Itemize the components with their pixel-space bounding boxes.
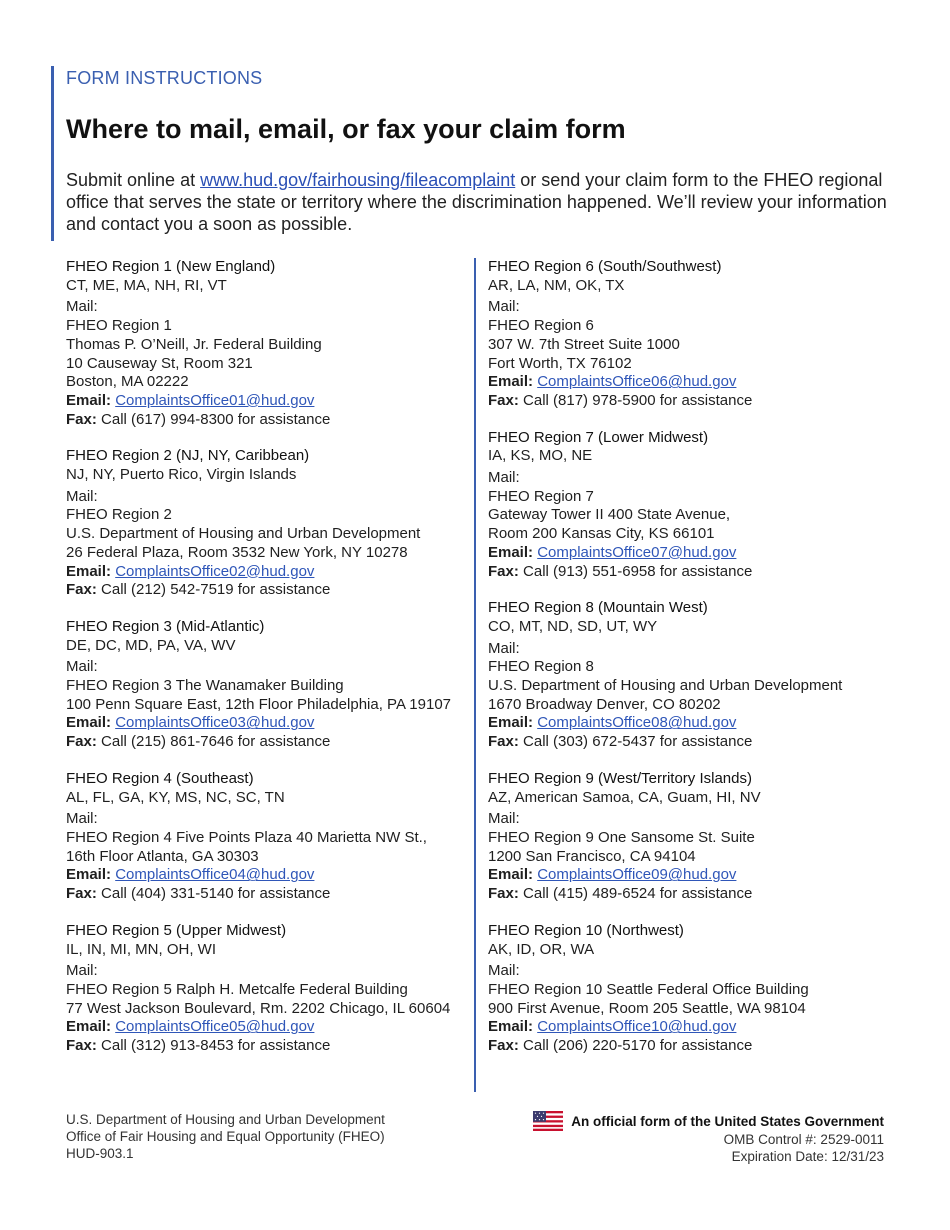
email-label: Email: — [488, 373, 534, 391]
email-row — [66, 563, 466, 582]
region-block — [488, 599, 918, 752]
mail-label: Mail: — [488, 962, 520, 980]
file-complaint-link[interactable]: www.hud.gov/fairhousing/fileacomplaint — [200, 170, 516, 190]
fax-label: Fax: — [488, 733, 519, 751]
email-row — [488, 544, 918, 563]
fax-row — [488, 885, 918, 904]
address-line: Gateway Tower II 400 State Avenue, — [488, 506, 731, 524]
region-fax: Call (817) 978-5900 for assistance — [523, 391, 753, 409]
right-column — [488, 258, 918, 1056]
fax-row — [488, 563, 918, 582]
region-email-link[interactable]: ComplaintsOffice07@hud.gov — [537, 543, 737, 561]
footer-agency-line: U.S. Department of Housing and Urban Development — [66, 1112, 385, 1127]
region-email-link[interactable]: ComplaintsOffice05@hud.gov — [115, 1018, 315, 1036]
region-email-link[interactable]: ComplaintsOffice10@hud.gov — [537, 1018, 737, 1036]
region-states: IA, KS, MO, NE — [488, 447, 593, 465]
region-fax: Call (312) 913-8453 for assistance — [101, 1037, 331, 1055]
footer-agency — [66, 1111, 385, 1162]
region-fax: Call (617) 994-8300 for assistance — [101, 410, 331, 428]
fax-label: Fax: — [488, 562, 519, 580]
footer-office-line: Office of Fair Housing and Equal Opportunity (FHEO) — [66, 1129, 385, 1144]
region-email-link[interactable]: ComplaintsOffice01@hud.gov — [115, 391, 315, 409]
region-states: AZ, American Samoa, CA, Guam, HI, NV — [488, 788, 761, 806]
mail-label: Mail: — [488, 469, 520, 487]
region-block — [66, 618, 466, 752]
intro-text-before: Submit online at — [66, 170, 201, 190]
email-row — [488, 1018, 918, 1037]
mail-label: Mail: — [66, 810, 98, 828]
region-name: FHEO Region 8 (Mountain West) — [488, 599, 708, 617]
region-name: FHEO Region 5 (Upper Midwest) — [66, 921, 287, 939]
mail-label: Mail: — [66, 487, 98, 505]
address-line: 10 Causeway St, Room 321 — [66, 354, 253, 372]
region-block — [66, 770, 466, 904]
fax-row — [66, 1037, 466, 1056]
region-states: NJ, NY, Puerto Rico, Virgin Islands — [66, 466, 297, 484]
region-email-link[interactable]: ComplaintsOffice06@hud.gov — [537, 373, 737, 391]
fax-label: Fax: — [488, 885, 519, 903]
page-title: Where to mail, email, or fax your claim form — [66, 114, 626, 144]
expiration-date: Expiration Date: 12/31/23 — [731, 1149, 884, 1164]
address-line: FHEO Region 7 — [488, 487, 594, 505]
address-line: FHEO Region 9 One Sansome St. Suite — [488, 828, 755, 846]
mail-label: Mail: — [488, 810, 520, 828]
region-name: FHEO Region 9 (West/Territory Islands) — [488, 769, 752, 787]
fax-row — [66, 885, 466, 904]
footer-form-number: HUD-903.1 — [66, 1146, 134, 1161]
email-label: Email: — [66, 1018, 112, 1036]
fax-label: Fax: — [488, 391, 519, 409]
region-email-link[interactable]: ComplaintsOffice09@hud.gov — [537, 866, 737, 884]
region-name: FHEO Region 1 (New England) — [66, 258, 276, 275]
region-block — [488, 770, 918, 904]
region-name: FHEO Region 7 (Lower Midwest) — [488, 428, 709, 446]
address-line: U.S. Department of Housing and Urban Development — [66, 525, 421, 543]
address-line: Thomas P. O’Neill, Jr. Federal Building — [66, 335, 322, 353]
email-label: Email: — [66, 714, 112, 732]
fax-label: Fax: — [66, 1037, 97, 1055]
region-email-link[interactable]: ComplaintsOffice08@hud.gov — [537, 714, 737, 732]
address-line: FHEO Region 10 Seattle Federal Office Building — [488, 980, 809, 998]
address-line: 1670 Broadway Denver, CO 80202 — [488, 695, 721, 713]
address-line: 77 West Jackson Boulevard, Rm. 2202 Chicago, IL 60604 — [66, 999, 451, 1017]
region-fax: Call (404) 331-5140 for assistance — [101, 885, 331, 903]
email-row — [66, 1018, 466, 1037]
form-label: FORM INSTRUCTIONS — [66, 68, 263, 88]
region-email-link[interactable]: ComplaintsOffice04@hud.gov — [115, 866, 315, 884]
region-block — [66, 258, 466, 429]
left-column — [66, 258, 466, 1056]
region-block — [488, 922, 918, 1056]
region-fax: Call (212) 542-7519 for assistance — [101, 581, 331, 599]
region-states: CO, MT, ND, SD, UT, WY — [488, 617, 658, 635]
address-line: FHEO Region 6 — [488, 317, 594, 335]
mail-label: Mail: — [66, 298, 98, 316]
email-label: Email: — [488, 866, 534, 884]
region-fax: Call (206) 220-5170 for assistance — [523, 1037, 753, 1055]
email-label: Email: — [488, 543, 534, 561]
fax-row — [488, 392, 918, 411]
address-line: 100 Penn Square East, 12th Floor Philadelphia, PA 19107 — [66, 695, 451, 713]
address-line: 16th Floor Atlanta, GA 30303 — [66, 847, 259, 865]
region-name: FHEO Region 4 (Southeast) — [66, 769, 254, 787]
email-label: Email: — [488, 714, 534, 732]
region-fax: Call (415) 489-6524 for assistance — [523, 885, 753, 903]
region-block — [488, 429, 918, 582]
fax-label: Fax: — [66, 410, 97, 428]
fax-row — [488, 733, 918, 752]
fax-row — [66, 411, 466, 430]
region-name: FHEO Region 2 (NJ, NY, Caribbean) — [66, 447, 310, 465]
omb-control-number: OMB Control #: 2529-0011 — [723, 1132, 884, 1147]
address-line: FHEO Region 5 Ralph H. Metcalfe Federal Building — [66, 980, 408, 998]
region-email-link[interactable]: ComplaintsOffice02@hud.gov — [115, 562, 315, 580]
region-states: AL, FL, GA, KY, MS, NC, SC, TN — [66, 788, 285, 806]
email-row — [488, 373, 918, 392]
region-fax: Call (215) 861-7646 for assistance — [101, 733, 331, 751]
address-line: FHEO Region 8 — [488, 658, 594, 676]
region-states: AR, LA, NM, OK, TX — [488, 276, 625, 294]
region-name: FHEO Region 6 (South/Southwest) — [488, 258, 722, 275]
fax-row — [66, 581, 466, 600]
region-name: FHEO Region 3 (Mid-Atlantic) — [66, 617, 265, 635]
address-line: FHEO Region 4 Five Points Plaza 40 Marietta NW St., — [66, 828, 427, 846]
fax-row — [488, 1037, 918, 1056]
email-row — [66, 866, 466, 885]
region-block — [66, 447, 466, 600]
region-block — [66, 922, 466, 1056]
fax-label: Fax: — [66, 581, 97, 599]
email-row — [66, 714, 466, 733]
intro-text-after: or send your claim form to the FHEO regional office that serves the state or territory where the discrimination happened. We’ll review your information and contact you a soon as possible. — [66, 170, 887, 234]
mail-label: Mail: — [488, 639, 520, 657]
email-row — [66, 392, 466, 411]
region-email-link[interactable]: ComplaintsOffice03@hud.gov — [115, 714, 315, 732]
address-line: U.S. Department of Housing and Urban Development — [488, 677, 843, 695]
email-label: Email: — [66, 866, 112, 884]
region-fax: Call (913) 551-6958 for assistance — [523, 562, 753, 580]
mail-label: Mail: — [66, 962, 98, 980]
email-label: Email: — [488, 1018, 534, 1036]
intro-paragraph — [66, 169, 896, 235]
us-flag-icon — [533, 1111, 563, 1131]
region-states: CT, ME, MA, NH, RI, VT — [66, 276, 227, 294]
official-form-line — [533, 1111, 884, 1131]
address-line: 1200 San Francisco, CA 94104 — [488, 847, 696, 865]
address-line: Boston, MA 02222 — [66, 373, 189, 391]
region-states: IL, IN, MI, MN, OH, WI — [66, 940, 216, 958]
email-row — [488, 714, 918, 733]
accent-bar — [51, 66, 54, 241]
footer-official — [533, 1111, 884, 1165]
address-line: FHEO Region 2 — [66, 506, 172, 524]
region-states: DE, DC, MD, PA, VA, WV — [66, 636, 236, 654]
official-form-text: An official form of the United States Government — [571, 1113, 884, 1129]
region-states: AK, ID, OR, WA — [488, 940, 595, 958]
address-line: 26 Federal Plaza, Room 3532 New York, NY 10278 — [66, 543, 408, 561]
address-line: Fort Worth, TX 76102 — [488, 354, 632, 372]
region-fax: Call (303) 672-5437 for assistance — [523, 733, 753, 751]
address-line: 900 First Avenue, Room 205 Seattle, WA 98104 — [488, 999, 806, 1017]
region-name: FHEO Region 10 (Northwest) — [488, 921, 684, 939]
mail-label: Mail: — [488, 298, 520, 316]
column-divider — [474, 258, 476, 1092]
region-block — [488, 258, 918, 411]
address-line: FHEO Region 3 The Wanamaker Building — [66, 677, 344, 695]
email-row — [488, 866, 918, 885]
mail-label: Mail: — [66, 658, 98, 676]
address-line: FHEO Region 1 — [66, 317, 172, 335]
fax-row — [66, 733, 466, 752]
fax-label: Fax: — [488, 1037, 519, 1055]
email-label: Email: — [66, 562, 112, 580]
fax-label: Fax: — [66, 885, 97, 903]
fax-label: Fax: — [66, 733, 97, 751]
address-line: Room 200 Kansas City, KS 66101 — [488, 525, 715, 543]
email-label: Email: — [66, 391, 112, 409]
address-line: 307 W. 7th Street Suite 1000 — [488, 335, 680, 353]
